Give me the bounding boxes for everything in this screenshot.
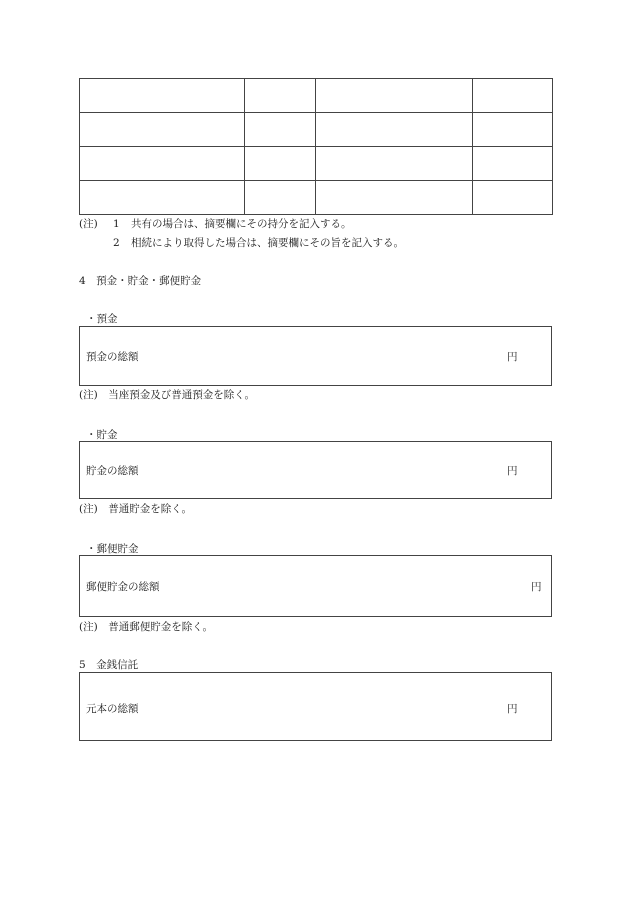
savings-total-label: 貯金の総額 bbox=[86, 465, 139, 477]
table-row bbox=[80, 181, 553, 215]
table-row bbox=[80, 113, 553, 147]
table-row bbox=[80, 147, 553, 181]
table-cell[interactable] bbox=[316, 79, 473, 113]
trust-principal-box[interactable] bbox=[79, 672, 552, 741]
section-5-heading: 5 金銭信託 bbox=[79, 659, 139, 671]
deposit-note: (注) 当座預金及び普通預金を除く。 bbox=[79, 389, 255, 401]
table-cell[interactable] bbox=[473, 79, 553, 113]
table-cell[interactable] bbox=[316, 147, 473, 181]
table-cell[interactable] bbox=[473, 113, 553, 147]
table-note-1-text: 共有の場合は、摘要欄にその持分を記入する。 bbox=[131, 218, 352, 230]
table-cell[interactable] bbox=[473, 181, 553, 215]
deposit-total-box[interactable] bbox=[79, 326, 552, 386]
trust-principal-label: 元本の総額 bbox=[86, 703, 139, 715]
table-cell[interactable] bbox=[316, 181, 473, 215]
table-note-2-text: 相続により取得した場合は、摘要欄にその旨を記入する。 bbox=[131, 237, 404, 249]
table-cell[interactable] bbox=[316, 113, 473, 147]
savings-subheading: ・貯金 bbox=[86, 429, 118, 441]
property-table bbox=[79, 78, 553, 215]
trust-yen-unit: 円 bbox=[507, 703, 518, 715]
table-note-prefix: (注) bbox=[79, 218, 98, 230]
postal-savings-yen-unit: 円 bbox=[531, 581, 542, 593]
savings-total-box[interactable] bbox=[79, 441, 552, 499]
savings-yen-unit: 円 bbox=[507, 465, 518, 477]
table-cell[interactable] bbox=[473, 147, 553, 181]
deposit-total-label: 預金の総額 bbox=[86, 351, 139, 363]
section-4-heading: 4 預金・貯金・郵便貯金 bbox=[79, 275, 202, 287]
postal-savings-total-label: 郵便貯金の総額 bbox=[86, 581, 160, 593]
postal-savings-note: (注) 普通郵便貯金を除く。 bbox=[79, 621, 213, 633]
table-cell[interactable] bbox=[80, 79, 245, 113]
table-cell[interactable] bbox=[80, 147, 245, 181]
table-row bbox=[80, 79, 553, 113]
table-cell[interactable] bbox=[245, 147, 316, 181]
table-cell[interactable] bbox=[80, 181, 245, 215]
savings-note: (注) 普通貯金を除く。 bbox=[79, 503, 192, 515]
table-cell[interactable] bbox=[245, 113, 316, 147]
postal-savings-total-box[interactable] bbox=[79, 555, 552, 617]
table-cell[interactable] bbox=[245, 79, 316, 113]
table-note-1-number: 1 bbox=[113, 218, 120, 230]
deposit-yen-unit: 円 bbox=[507, 351, 518, 363]
postal-savings-subheading: ・郵便貯金 bbox=[86, 543, 139, 555]
table-note-2-number: 2 bbox=[113, 237, 120, 249]
deposit-subheading: ・預金 bbox=[86, 313, 118, 325]
table-cell[interactable] bbox=[245, 181, 316, 215]
table-cell[interactable] bbox=[80, 113, 245, 147]
